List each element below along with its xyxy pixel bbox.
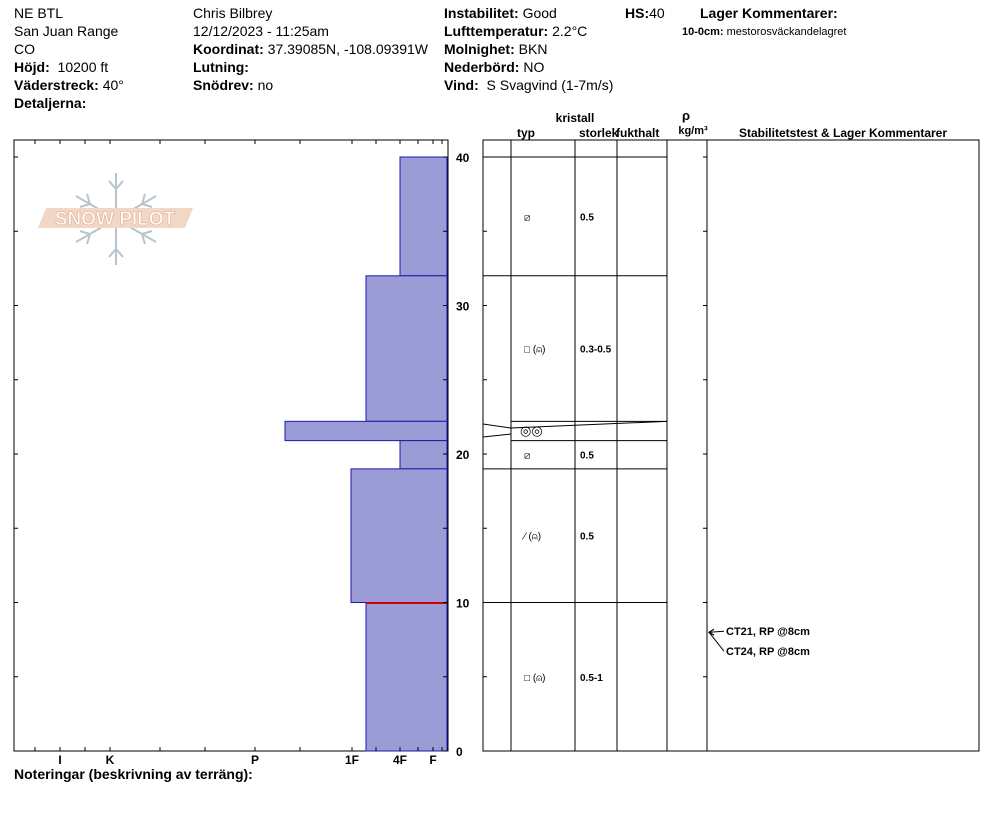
row-crystal-size: 0.5 bbox=[580, 212, 594, 224]
range-name: San Juan Range bbox=[14, 23, 119, 39]
stability-test-label: CT24, RP @8cm bbox=[726, 646, 810, 659]
wind-value: S Svagvind (1-7m/s) bbox=[486, 77, 614, 93]
snowflake-logo bbox=[38, 173, 193, 265]
coord-value: 37.39085N, -108.09391W bbox=[267, 41, 428, 57]
slope-label: Lutning: bbox=[193, 59, 249, 75]
row-crystal-type: ⧄ bbox=[524, 450, 531, 462]
hardness-bar-2 bbox=[285, 421, 447, 440]
elevation-label: Höjd: bbox=[14, 59, 50, 75]
state-name: CO bbox=[14, 41, 35, 57]
precip-label: Nederbörd: bbox=[444, 59, 520, 75]
instability-value: Good bbox=[522, 5, 557, 21]
row-crystal-size: 0.5 bbox=[580, 531, 594, 543]
hs-label: HS: bbox=[625, 5, 650, 21]
instability-label: Instabilitet: bbox=[444, 5, 519, 21]
header-moisture: fukthalt bbox=[616, 126, 660, 140]
header-stability: Stabilitetstest & Lager Kommentarer bbox=[738, 126, 948, 140]
aspect-value: 40° bbox=[102, 77, 124, 93]
header-crystal: kristall bbox=[555, 111, 595, 125]
hs-value: 40 bbox=[649, 5, 665, 21]
observer-name: Chris Bilbrey bbox=[193, 5, 273, 21]
observation-datetime: 12/12/2023 - 11:25am bbox=[193, 23, 329, 39]
terrain-notes-label: Noteringar (beskrivning av terräng): bbox=[14, 766, 253, 782]
airtemp-label: Lufttemperatur: bbox=[444, 23, 549, 39]
header-rho: ρ bbox=[681, 108, 691, 123]
elevation-value: 10200 ft bbox=[57, 59, 109, 75]
location-aspect: NE BTL bbox=[14, 5, 64, 21]
hardness-bar-1 bbox=[366, 276, 447, 422]
row-crystal-size: 0.3-0.5 bbox=[580, 344, 612, 356]
hardness-bars bbox=[285, 157, 447, 751]
sky-value: BKN bbox=[518, 41, 548, 57]
comment-text: mestorosväckandelagret bbox=[726, 26, 847, 38]
x-tick-label: I bbox=[58, 753, 62, 767]
hardness-bar-4 bbox=[351, 469, 447, 603]
layer-table bbox=[483, 140, 979, 751]
drift-label: Snödrev: bbox=[193, 77, 254, 93]
wind-label: Vind: bbox=[444, 77, 479, 93]
row-crystal-type: □ (⍝) bbox=[524, 344, 546, 356]
coord-label: Koordinat: bbox=[193, 41, 264, 57]
header-size: storlek bbox=[579, 126, 619, 140]
hardness-bar-5 bbox=[366, 603, 447, 752]
y-tick-label: 30 bbox=[456, 299, 470, 314]
aspect-label: Väderstreck: bbox=[14, 77, 99, 93]
x-tick-label: 4F bbox=[392, 753, 408, 767]
drift-value: no bbox=[257, 77, 274, 93]
row-crystal-type: □ (⍝) bbox=[524, 672, 546, 684]
sky-label: Molnighet: bbox=[444, 41, 515, 57]
row-crystal-type: ◎◎ bbox=[520, 422, 543, 438]
row-crystal-size: 0.5 bbox=[580, 450, 594, 462]
layer-comments-label: Lager Kommentarer: bbox=[700, 5, 838, 21]
precip-value: NO bbox=[523, 59, 545, 75]
hardness-bar-0 bbox=[400, 157, 447, 276]
y-tick-label: 40 bbox=[456, 151, 470, 165]
x-tick-label: F bbox=[429, 753, 437, 767]
height-axis bbox=[14, 151, 707, 759]
airtemp-value: 2.2°C bbox=[552, 23, 588, 39]
details-label: Detaljerna: bbox=[14, 95, 87, 111]
header-type: typ bbox=[517, 126, 535, 140]
y-tick-label: 10 bbox=[456, 596, 470, 611]
y-tick-label: 0 bbox=[456, 745, 463, 759]
comment-range: 10-0cm: bbox=[682, 26, 724, 38]
hardness-bar-3 bbox=[400, 441, 447, 469]
stability-test-label: CT21, RP @8cm bbox=[726, 626, 810, 639]
x-tick-label: P bbox=[250, 753, 260, 767]
x-tick-label: K bbox=[105, 753, 115, 767]
x-tick-label: 1F bbox=[344, 753, 360, 767]
header-density-unit: kg/m³ bbox=[678, 125, 708, 137]
stability-tests bbox=[709, 626, 810, 658]
row-crystal-size: 0.5-1 bbox=[580, 672, 603, 684]
stability-arrow bbox=[709, 632, 724, 651]
row-crystal-type: ⧄ bbox=[524, 212, 531, 224]
y-tick-label: 20 bbox=[456, 448, 470, 462]
row-crystal-type: ⁄ (⍝) bbox=[524, 531, 542, 543]
logo-text: SNOW PILOT bbox=[54, 209, 176, 230]
